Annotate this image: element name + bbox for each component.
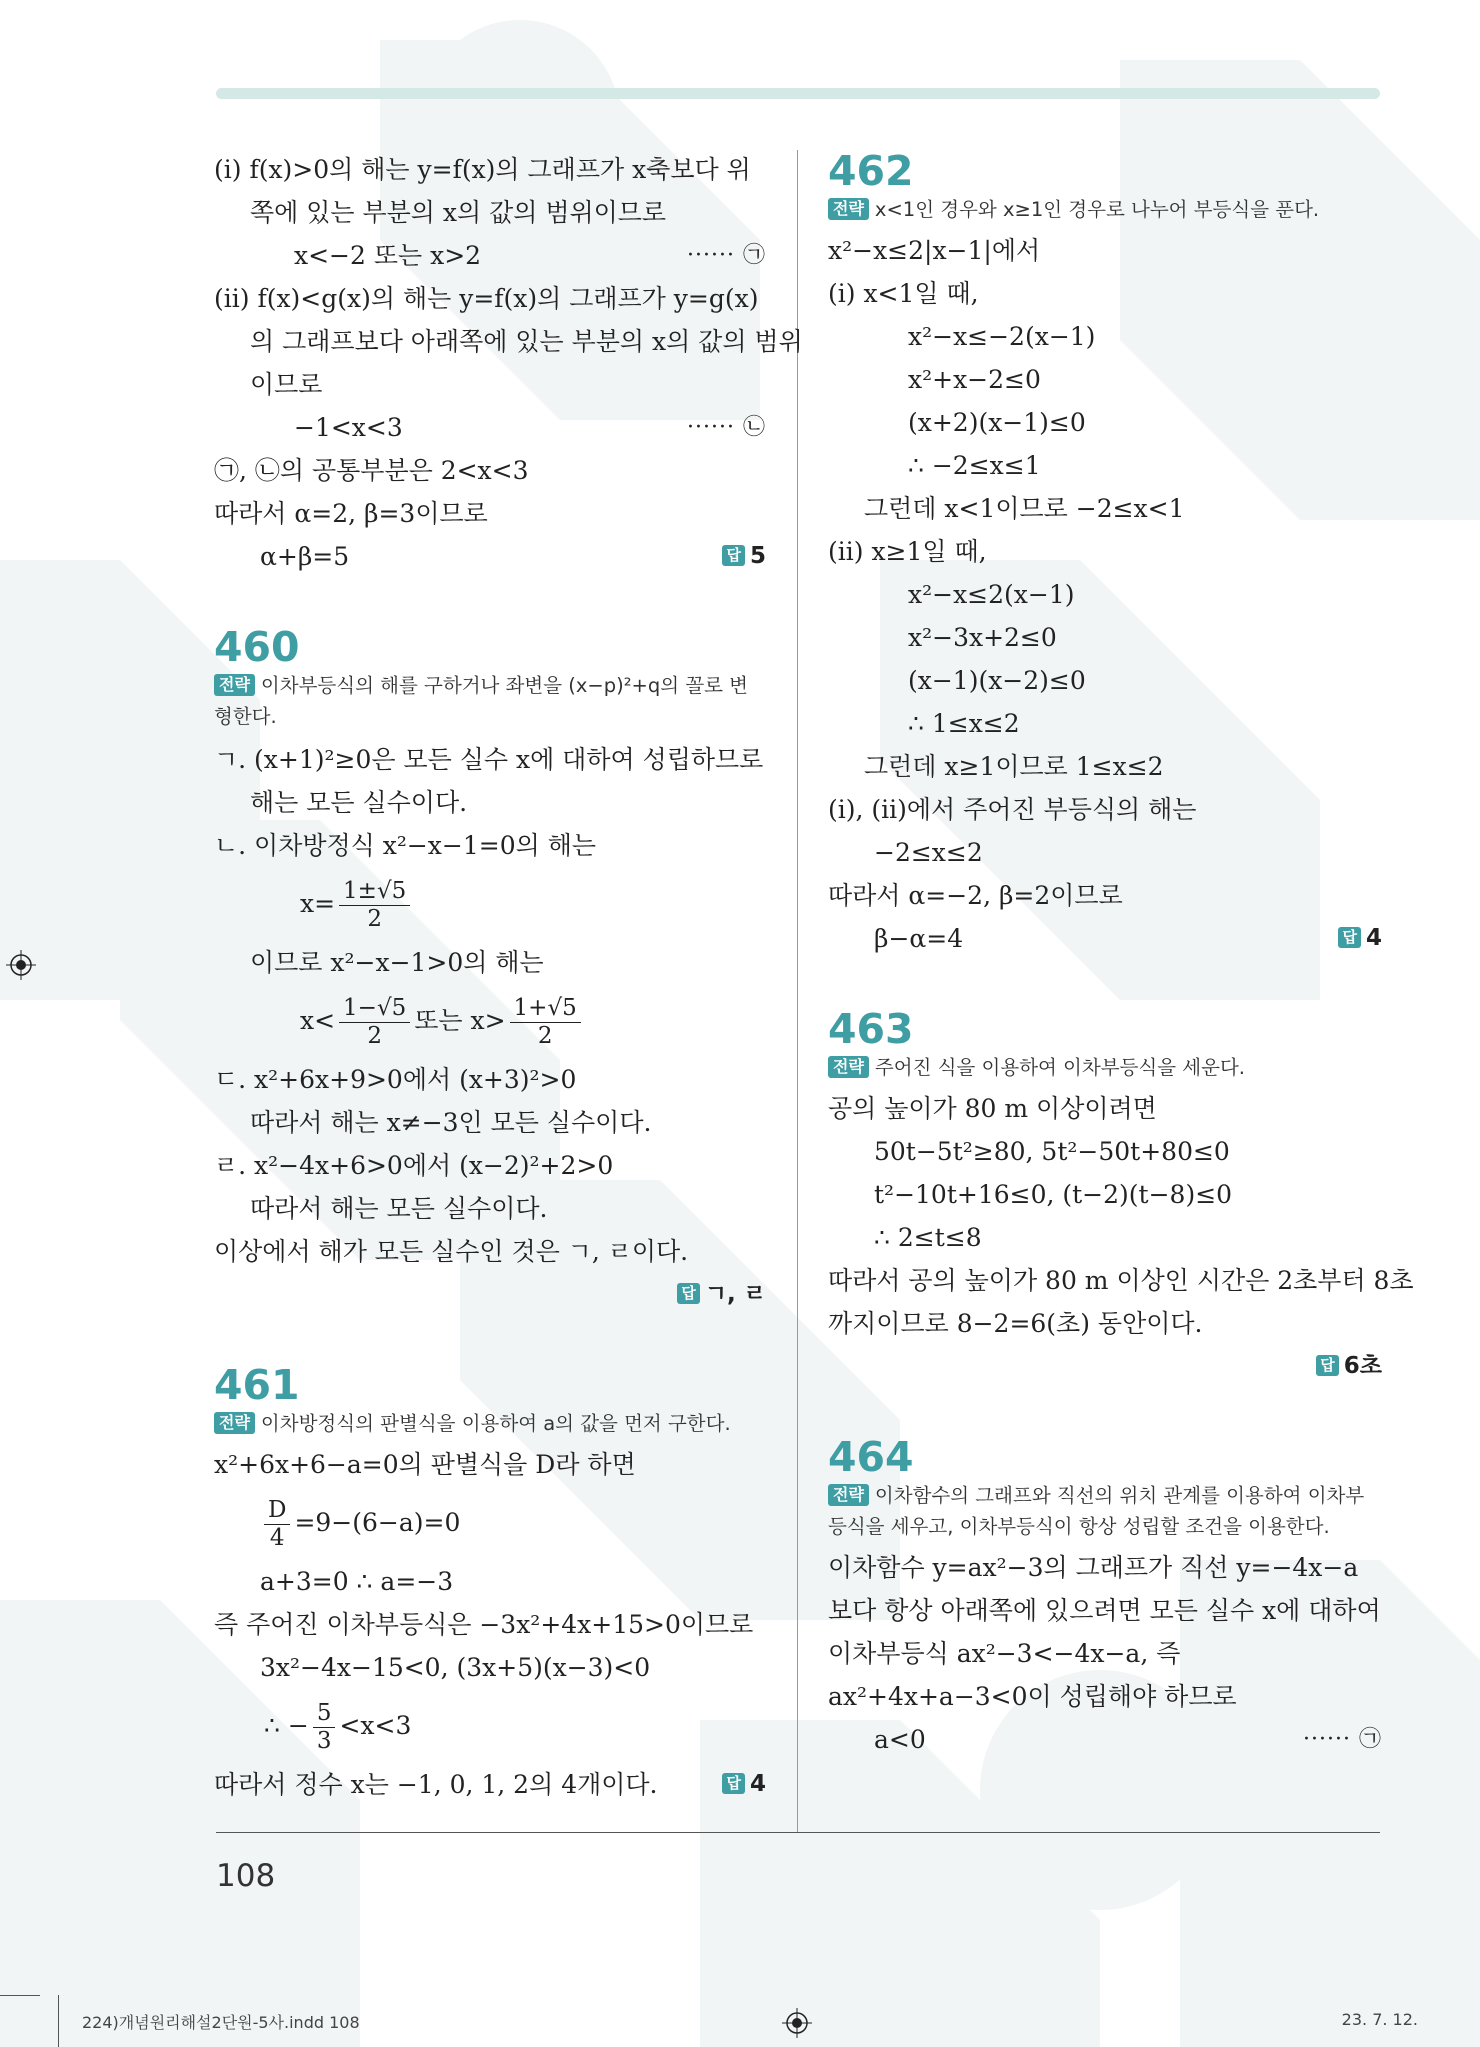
fraction-numerator: D	[264, 1497, 290, 1525]
solution-line: (ⅱ) x≥1일 때,	[828, 537, 987, 566]
answer-value: ㄱ, ㄹ	[704, 1281, 766, 1307]
answer-box	[1338, 917, 1382, 960]
solution-line	[214, 867, 766, 941]
registration-mark-icon	[6, 950, 36, 980]
fraction	[510, 995, 581, 1050]
solution-line: 의 그래프보다 아래쪽에 있는 부분의 x의 값의 범위	[250, 327, 803, 356]
problem-number: 461	[214, 1361, 300, 1409]
solution-line: (x−1)(x−2)≤0	[908, 666, 1086, 695]
strategy-text: x<1인 경우와 x≥1인 경우로 나누어 부등식을 푼다.	[874, 198, 1320, 221]
solution-line: (ⅱ) f(x)<g(x)의 해는 y=f(x)의 그래프가 y=g(x)	[214, 284, 759, 313]
solution-line: −2≤x≤2	[874, 838, 983, 867]
answer-box	[214, 1273, 766, 1316]
solution-line	[828, 917, 1382, 960]
strategy-line	[214, 1408, 766, 1439]
mark-label: ······ ㉠	[687, 243, 766, 268]
solution-line	[214, 984, 766, 1058]
answer-value: 4	[1365, 925, 1382, 951]
equation-rest: =9−(6−a)=0	[294, 1508, 461, 1537]
strategy-text: 주어진 식을 이용하여 이차부등식을 세운다.	[874, 1056, 1245, 1079]
footer-date: 23. 7. 12.	[1341, 2010, 1418, 2029]
solution-line: x²+6x+6−a=0의 판별식을 D라 하면	[214, 1450, 636, 1479]
solution-line: ㄹ. x²−4x+6>0에서 (x−2)²+2>0	[214, 1151, 614, 1180]
solution-line	[214, 234, 766, 277]
solution-line: a+3=0 ∴ a=−3	[260, 1567, 454, 1596]
inequality: −1<x<3	[294, 413, 403, 442]
solution-line: ㄷ. x²+6x+9>0에서 (x+3)²>0	[214, 1065, 577, 1094]
fraction-numerator: 1−√5	[339, 995, 410, 1023]
answer-label: 답	[1316, 1355, 1339, 1376]
solution-line: 따라서 해는 x≠−3인 모든 실수이다.	[250, 1108, 652, 1137]
mark-label: ······ ㉠	[1303, 1727, 1382, 1752]
solution-line: ∴ 1≤x≤2	[908, 709, 1020, 738]
answer-box	[722, 1763, 766, 1806]
solution-line: t²−10t+16≤0, (t−2)(t−8)≤0	[874, 1180, 1233, 1209]
problem-number: 462	[828, 147, 914, 195]
solution-line: 해는 모든 실수이다.	[250, 788, 468, 817]
solution-line: 이므로	[250, 370, 323, 399]
solution-line: 따라서 공의 높이가 80 m 이상인 시간은 2초부터 8초	[828, 1266, 1414, 1295]
fraction-numerator: 5	[313, 1700, 336, 1728]
fraction-denominator: 2	[367, 1023, 382, 1049]
solution-line: 이상에서 해가 모든 실수인 것은 ㄱ, ㄹ이다.	[214, 1237, 689, 1266]
answer-label: 답	[1338, 927, 1361, 948]
answer-label: 답	[722, 545, 745, 566]
solution-line: (x+2)(x−1)≤0	[908, 408, 1086, 437]
solution-line: 보다 항상 아래쪽에 있으려면 모든 실수 x에 대하여	[828, 1596, 1381, 1625]
solution-line: (ⅰ) f(x)>0의 해는 y=f(x)의 그래프가 x축보다 위	[214, 155, 751, 184]
strategy-label: 전략	[214, 1412, 255, 1434]
solution-line: (ⅰ), (ⅱ)에서 주어진 부등식의 해는	[828, 795, 1197, 824]
solution-line: 따라서 α=2, β=3이므로	[214, 499, 488, 528]
answer-box	[722, 535, 766, 578]
strategy-line	[828, 1480, 1382, 1511]
strategy-line	[828, 1052, 1382, 1083]
solution-line: x²−x≤2|x−1|에서	[828, 236, 1041, 265]
inequality-lhs: x<	[300, 1006, 336, 1035]
solution-line: ax²+4x+a−3<0이 성립해야 하므로	[828, 1682, 1237, 1711]
footer-filename: 224)개념원리해설2단원-5사.indd 108	[82, 2013, 360, 2032]
fraction	[264, 1497, 290, 1552]
problem-number: 463	[828, 1005, 914, 1053]
column-divider	[797, 150, 798, 1832]
strategy-text: 이차부등식의 해를 구하거나 좌변을 (x−p)²+q의 꼴로 변	[260, 674, 749, 697]
strategy-line	[828, 194, 1382, 225]
solution-line: x²−3x+2≤0	[908, 623, 1057, 652]
strategy-line: 등식을 세우고, 이차부등식이 항상 성립할 조건을 이용한다.	[828, 1515, 1330, 1538]
solution-line: 3x²−4x−15<0, (3x+5)(x−3)<0	[260, 1653, 651, 1682]
fraction-denominator: 2	[537, 1023, 553, 1049]
solution-line	[828, 1718, 1382, 1761]
solution-line: x²+x−2≤0	[908, 365, 1041, 394]
fraction-numerator: 1+√5	[510, 995, 581, 1023]
fraction-denominator: 3	[316, 1728, 332, 1754]
bottom-rule	[216, 1832, 1380, 1833]
solution-line: 이차부등식 ax²−3<−4x−a, 즉	[828, 1639, 1181, 1668]
solution-line: ㄴ. 이차방정식 x²−x−1=0의 해는	[214, 831, 597, 860]
strategy-label: 전략	[828, 198, 869, 220]
answer-box	[828, 1345, 1382, 1388]
conclusion: 따라서 정수 x는 −1, 0, 1, 2의 4개이다.	[214, 1770, 658, 1799]
inequality: x<−2 또는 x>2	[294, 241, 482, 270]
solution-line	[214, 1689, 766, 1763]
mark-label: ······ ㉡	[687, 415, 766, 440]
solution-line: 따라서 해는 모든 실수이다.	[250, 1194, 548, 1223]
top-decorative-bar	[216, 88, 1380, 99]
solution-line: 그런데 x<1이므로 −2≤x<1	[864, 494, 1185, 523]
solution-line: 쪽에 있는 부분의 x의 값의 범위이므로	[250, 198, 667, 227]
fraction-denominator: 4	[269, 1525, 285, 1551]
solution-line: 공의 높이가 80 m 이상이려면	[828, 1094, 1157, 1123]
answer-value: 4	[749, 1771, 766, 1797]
fraction	[339, 995, 410, 1050]
solution-line: 50t−5t²≥80, 5t²−50t+80≤0	[874, 1137, 1230, 1166]
therefore: ∴ −	[264, 1711, 309, 1740]
left-column	[214, 148, 803, 1806]
inequality-mid: 또는 x>	[414, 1006, 506, 1035]
solution-line: 그런데 x≥1이므로 1≤x≤2	[864, 752, 1164, 781]
solution-line: x²−x≤2(x−1)	[908, 580, 1075, 609]
answer-value: 5	[749, 543, 766, 569]
solution-line	[214, 1486, 766, 1560]
answer-label: 답	[677, 1283, 700, 1304]
answer-value: 6초	[1343, 1353, 1382, 1379]
strategy-label: 전략	[828, 1484, 869, 1506]
solution-line: 이므로 x²−x−1>0의 해는	[250, 948, 544, 977]
solution-line: 까지이므로 8−2=6(초) 동안이다.	[828, 1309, 1203, 1338]
problem-number: 460	[214, 623, 300, 671]
fraction	[339, 878, 410, 933]
solution-line: ∴ 2≤t≤8	[874, 1223, 982, 1252]
result: α+β=5	[260, 542, 350, 571]
solution-line: ∴ −2≤x≤1	[908, 451, 1041, 480]
solution-line: ㄱ. (x+1)²≥0은 모든 실수 x에 대하여 성립하므로	[214, 745, 764, 774]
solution-line	[214, 406, 766, 449]
crop-mark	[0, 1995, 40, 1996]
strategy-text: 이차방정식의 판별식을 이용하여 a의 값을 먼저 구한다.	[260, 1412, 731, 1435]
solution-line: (ⅰ) x<1일 때,	[828, 279, 979, 308]
equation-lhs: x=	[300, 889, 336, 918]
solution-line	[214, 535, 766, 578]
solution-line: ㉠, ㉡의 공통부분은 2<x<3	[214, 456, 529, 485]
strategy-line: 형한다.	[214, 705, 277, 728]
solution-line: x²−x≤−2(x−1)	[908, 322, 1096, 351]
result: β−α=4	[874, 924, 964, 953]
fraction-denominator: 2	[367, 906, 382, 932]
fraction-numerator: 1±√5	[339, 878, 410, 906]
inequality-rest: <x<3	[339, 1711, 412, 1740]
solution-line: 따라서 α=−2, β=2이므로	[828, 881, 1123, 910]
strategy-line	[214, 670, 766, 701]
strategy-text: 이차함수의 그래프와 직선의 위치 관계를 이용하여 이차부	[874, 1484, 1365, 1507]
inequality: a<0	[874, 1725, 926, 1754]
strategy-label: 전략	[828, 1056, 869, 1078]
right-column	[828, 147, 1414, 1761]
crop-mark	[58, 1995, 59, 2047]
solution-line: 이차함수 y=ax²−3의 그래프가 직선 y=−4x−a	[828, 1553, 1359, 1582]
answer-label: 답	[722, 1773, 745, 1794]
strategy-label: 전략	[214, 674, 255, 696]
solution-line	[214, 1763, 766, 1806]
fraction	[313, 1700, 336, 1755]
registration-mark-icon	[782, 2008, 812, 2038]
problem-number: 464	[828, 1433, 914, 1481]
page-number: 108	[216, 1858, 276, 1894]
solution-line: 즉 주어진 이차부등식은 −3x²+4x+15>0이므로	[214, 1610, 754, 1639]
